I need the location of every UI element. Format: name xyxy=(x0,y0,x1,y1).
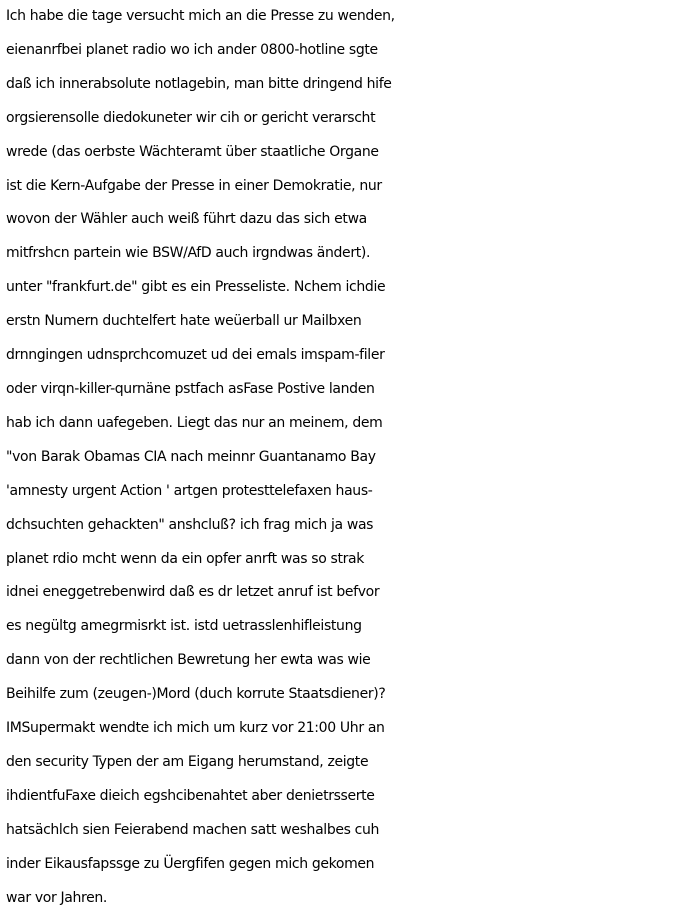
text-line: ist die Kern-Aufgabe der Presse in einer Demokratie, nur xyxy=(6,177,382,194)
text-line: es negültg amegrmisrkt ist. istd uetrasslenhifleistung xyxy=(6,618,362,635)
text-line: den security Typen der am Eigang herumstand, zeigte xyxy=(6,753,369,770)
text-line: wrede (das oerbste Wächteramt über staatliche Organe xyxy=(6,143,379,160)
text-line: war vor Jahren. xyxy=(6,889,108,906)
text-line: ihdientfuFaxe dieich egshcibenahtet aber denietrsserte xyxy=(6,787,375,804)
text-line: Beihilfe zum (zeugen-)Mord (duch korrute Staatsdiener)? xyxy=(6,686,386,703)
text-line: erstn Numern duchtelfert hate weüerball ur Mailbxen xyxy=(6,313,362,330)
text-line: eienanrfbei planet radio wo ich ander 0800-hotline sgte xyxy=(6,41,378,58)
document-text xyxy=(6,0,682,915)
text-line: orgsierensolle diedokuneter wir cih or gericht verarscht xyxy=(6,109,376,126)
text-line: idnei eneggetrebenwird daß es dr letzet anruf ist befvor xyxy=(6,584,380,601)
text-line: 'amnesty urgent Action ' artgen protesttelefaxen haus- xyxy=(6,482,373,499)
text-line: daß ich innerabsolute notlagebin, man bitte dringend hife xyxy=(6,75,392,92)
text-line: wovon der Wähler auch weiß führt dazu das sich etwa xyxy=(6,211,367,228)
text-line: oder virqn-killer-qurnäne pstfach asFase Postive landen xyxy=(6,380,375,397)
text-line: "von Barak Obamas CIA nach meinnr Guantanamo Bay xyxy=(6,448,376,465)
text-line: dchsuchten gehackten" anshcluß? ich frag mich ja was xyxy=(6,516,374,533)
text-line: IMSupermakt wendte ich mich um kurz vor 21:00 Uhr an xyxy=(6,720,385,737)
text-line: Ich habe die tage versucht mich an die Presse zu wenden, xyxy=(6,8,395,24)
text-line: mitfrshcn partein wie BSW/AfD auch irgndwas ändert). xyxy=(6,245,371,262)
text-line: inder Eikausfapssge zu Üergfifen gegen mich gekomen xyxy=(6,855,375,872)
text-line: hab ich dann uafegeben. Liegt das nur an meinem, dem xyxy=(6,414,383,431)
text-line: unter "frankfurt.de" gibt es ein Presseliste. Nchem ichdie xyxy=(6,279,386,296)
text-line: drnngingen udnsprchcomuzet ud dei emals imspam-filer xyxy=(6,347,385,364)
text-line: hatsächlch sien Feierabend machen satt weshalbes cuh xyxy=(6,821,380,838)
text-line: dann von der rechtlichen Bewretung her ewta was wie xyxy=(6,652,371,669)
text-line: planet rdio mcht wenn da ein opfer anrft was so strak xyxy=(6,550,365,567)
